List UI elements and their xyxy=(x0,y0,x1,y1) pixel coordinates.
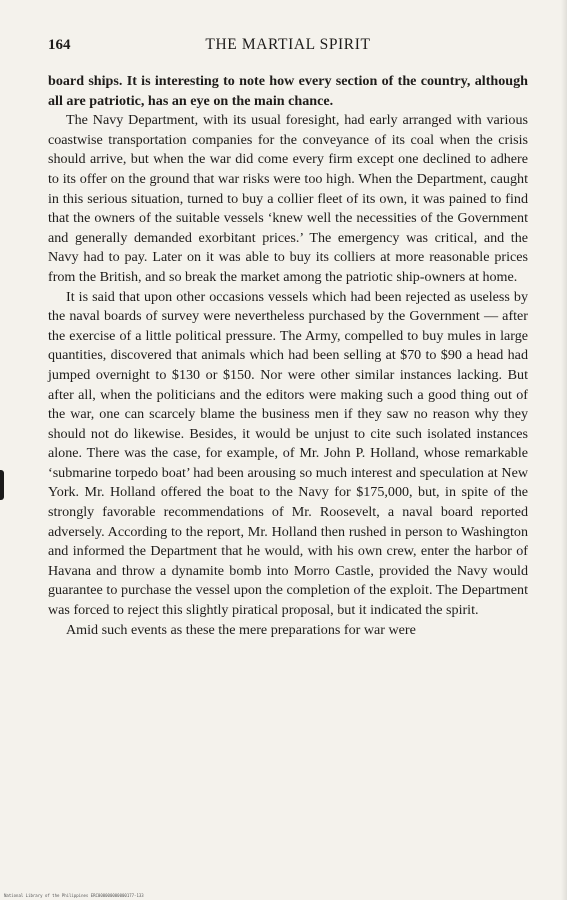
running-title: THE MARTIAL SPIRIT xyxy=(205,36,371,53)
paragraph-continued: board ships. It is interesting to note how every section of the country, although all are patriotic, has an eye on the main chance. xyxy=(48,73,528,109)
scan-edge-shadow xyxy=(0,470,4,500)
body-text xyxy=(48,72,528,640)
paragraph-navy-department: The Navy Department, with its usual foresight, had early arranged with various coastwise transportation companies for the conveyance of its coal when the crisis should arrive, but when the war did come every firm except one declined to adhere to its offer on the ground that war risks were too high. When the Department, caught in this serious situation, turned to buy a collier fleet of its own, it was pained to find that the owners of the suitable vessels ‘knew well the necessities of the Government and generally demanded exorbitant prices.’ The emergency was critical, and the Navy had to pay. Later on it was able to buy its colliers at more reasonable prices from the British, and so break the market among the patriotic ship-owners at home. xyxy=(48,112,528,285)
book-page xyxy=(48,36,528,640)
page-edge-shading xyxy=(561,0,567,900)
page-number: 164 xyxy=(48,37,71,53)
paragraph-other-occasions: It is said that upon other occasions vessels which had been rejected as useless by the naval boards of survey were nevertheless purchased by the Government — after the exercise of a little political pressure. The Army, compelled to buy mules in large quantities, discovered that animals which had been selling at $70 to $90 a head had jumped overnight to $130 or $150. Nor were other similar instances lacking. But after all, when the politicians and the editors were making such a good thing out of the war, one can scarcely blame the business men if they saw no reason why they should not do likewise. Besides, it would be unjust to cite such isolated instances alone. There was the case, for example, of Mr. John P. Holland, whose remarkable ‘submarine torpedo boat’ had been arousing so much interest and speculation at New York. Mr. Holland offered the boat to the Navy for $175,000, but, in spite of the strongly favorable recommendations of Mr. Roosevelt, a naval board reported adversely. According to the report, Mr. Holland then rushed in person to Washington and informed the Department that he would, with his own crew, enter the harbor of Havana and throw a dynamite bomb into Morro Castle, provided the Navy would guarantee to purchase the vessel upon the completion of the exploit. The Department was forced to reject this slightly piratical proposal, but it indicated the spirit. xyxy=(48,288,528,619)
paragraph-amid-events: Amid such events as these the mere preparations for war were xyxy=(66,621,416,638)
library-stamp: National Library of the Philippines ERC000000000000177-133 xyxy=(4,893,144,898)
page-header xyxy=(48,36,528,64)
